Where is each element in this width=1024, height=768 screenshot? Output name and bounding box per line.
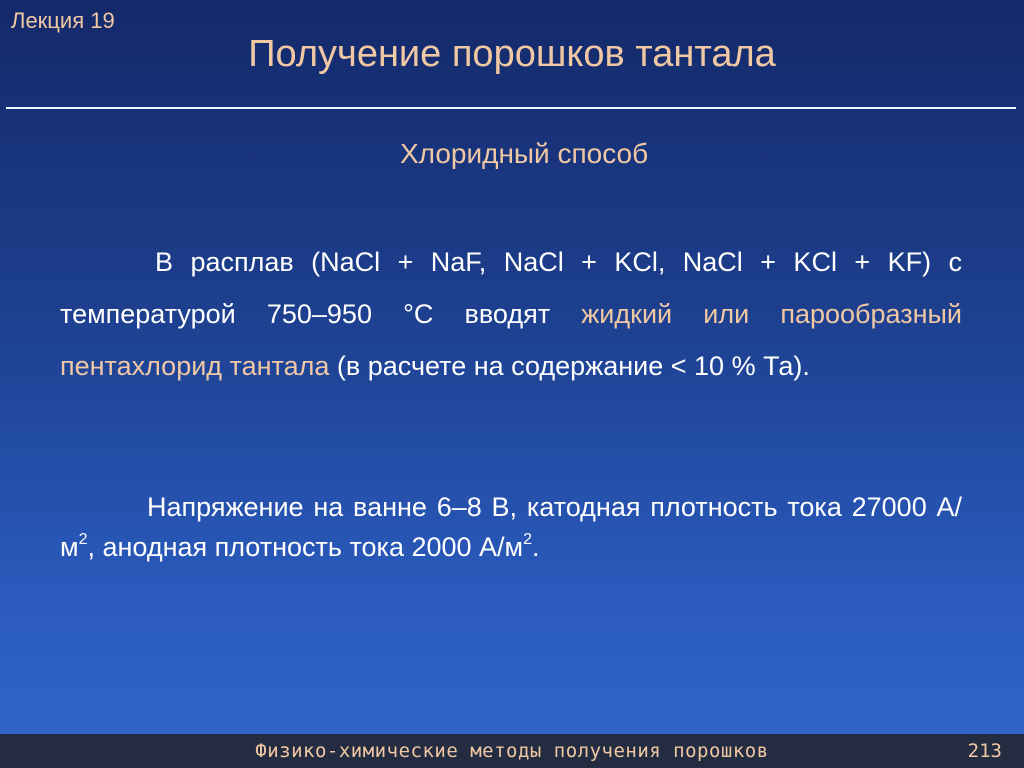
paragraph-text: Напряжение на ванне 6–8 В, катодная плотность тока 27000 А/м [60,492,962,562]
lecture-label: Лекция 19 [11,8,115,33]
slide-title: Получение порошков тантала [248,33,776,75]
paragraph-text: В расплав (NaCl + NaF, NaCl + KCl, NaCl + KCl + KF) с температурой 750–950 °С вводят [60,247,962,329]
superscript: 2 [523,531,533,548]
paragraph-text: (в расчете на содержание < 10 % Та). [329,351,810,381]
footer-course-title: Физико-химические методы получения порошков [255,740,769,762]
paragraph-text: . [532,532,540,562]
highlighted-text: жидкий или парообразный пентахлорид тантала [60,299,962,381]
superscript: 2 [78,531,88,548]
page-number: 213 [967,740,1002,762]
footer-bar [0,734,1024,768]
slide-subtitle: Хлоридный способ [400,138,649,169]
paragraph-text: , анодная плотность тока 2000 А/м [87,532,524,562]
title-divider [6,107,1016,109]
paragraph-electrolyte [60,236,962,392]
paragraph-voltage [60,487,962,567]
